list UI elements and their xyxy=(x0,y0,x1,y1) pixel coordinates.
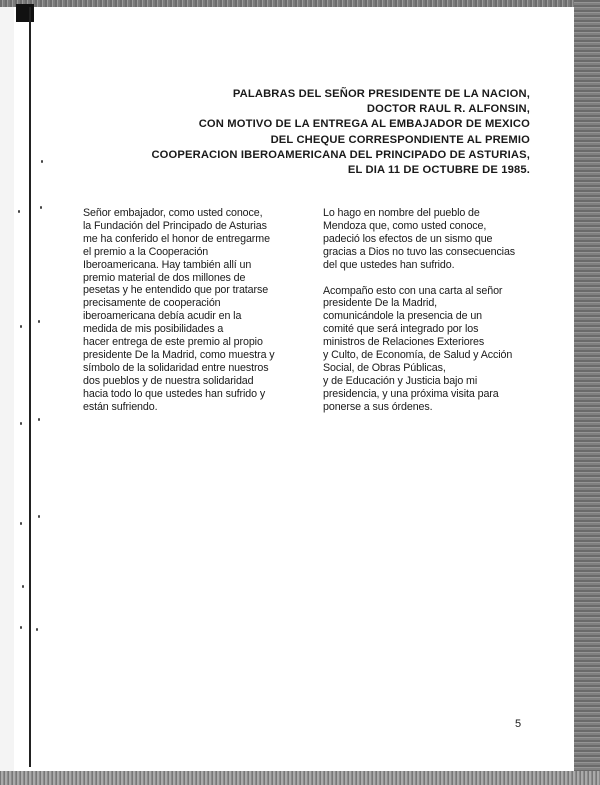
paragraph-spacer xyxy=(323,272,563,285)
title-line: EL DIA 11 DE OCTUBRE DE 1985. xyxy=(347,164,530,177)
paragraph xyxy=(83,207,313,414)
scan-speck xyxy=(22,585,24,588)
text-line: Acompaño esto con una carta al señor xyxy=(323,284,503,297)
text-line: ministros de Relaciones Exteriores xyxy=(323,336,485,349)
text-line: Iberoamericana. Hay también allí un xyxy=(83,258,252,271)
title-line: COOPERACION IBEROAMERICANA DEL PRINCIPADO DE ASTURIAS, xyxy=(151,148,530,161)
left-column xyxy=(83,207,313,414)
title-line: CON MOTIVO DE LA ENTREGA AL EMBAJADOR DE MEXICO xyxy=(198,118,530,131)
text-line: presidente De la Madrid, xyxy=(323,297,438,310)
text-line: la Fundación del Principado de Asturias xyxy=(83,219,267,232)
text-line: el premio a la Cooperación xyxy=(83,245,209,258)
page-edge-line xyxy=(29,7,31,767)
text-line: Mendoza que, como usted conoce, xyxy=(323,219,487,232)
text-line: y Culto, de Economía, de Salud y Acción xyxy=(323,349,513,362)
scan-speck xyxy=(20,325,22,328)
text-line: ponerse a sus órdenes. xyxy=(323,400,433,413)
scan-speck xyxy=(36,628,38,631)
text-line: Social, de Obras Públicas, xyxy=(323,361,446,374)
scan-border-bottom xyxy=(0,771,600,785)
paragraph xyxy=(323,207,563,272)
scan-speck xyxy=(20,422,22,425)
text-line: iberoamericana debía acudir en la xyxy=(83,310,242,323)
scan-border-top xyxy=(0,0,600,7)
text-line: padeció los efectos de un sismo que xyxy=(323,232,493,245)
text-line: hacia todo lo que ustedes han sufrido y xyxy=(83,387,266,400)
text-line: dos pueblos y de nuestra solidaridad xyxy=(83,374,254,387)
title-line: PALABRAS DEL SEÑOR PRESIDENTE DE LA NACION, xyxy=(232,88,530,100)
text-line: y de Educación y Justicia bajo mi xyxy=(323,374,478,387)
scan-speck xyxy=(38,320,40,323)
scan-speck xyxy=(40,206,42,209)
text-line: gracias a Dios no tuvo las consecuencias xyxy=(323,245,516,258)
page-number: 5 xyxy=(515,718,522,730)
text-line: del que ustedes han sufrido. xyxy=(323,258,455,271)
scan-border-right xyxy=(574,0,600,785)
scan-speck xyxy=(20,626,22,629)
text-line: Lo hago en nombre del pueblo de xyxy=(323,207,480,219)
scan-margin-left xyxy=(0,0,14,785)
scan-speck xyxy=(38,418,40,421)
title-line: DEL CHEQUE CORRESPONDIENTE AL PREMIO xyxy=(270,133,530,146)
scan-speck xyxy=(38,515,40,518)
scan-speck xyxy=(20,522,22,525)
text-line: pesetas y he entendido que por tratarse xyxy=(83,284,269,297)
text-line: me ha conferido el honor de entregarme xyxy=(83,232,270,245)
text-line: Señor embajador, como usted conoce, xyxy=(83,207,263,219)
document-title xyxy=(120,87,530,178)
scan-speck xyxy=(41,160,43,163)
title-line: DOCTOR RAUL R. ALFONSIN, xyxy=(366,103,530,116)
text-line: símbolo de la solidaridad entre nuestros xyxy=(83,361,269,374)
text-line: comité que será integrado por los xyxy=(323,323,479,336)
page-corner-mark xyxy=(16,4,34,22)
text-line: comunicándole la presencia de un xyxy=(323,310,483,323)
scan-speck xyxy=(18,210,20,213)
text-line: están sufriendo. xyxy=(83,400,158,413)
text-line: precisamente de cooperación xyxy=(83,297,221,310)
text-line: medida de mis posibilidades a xyxy=(83,323,224,336)
text-line: hacer entrega de este premio al propio xyxy=(83,336,263,349)
text-line: presidencia, y una próxima visita para xyxy=(323,387,499,400)
paragraph xyxy=(323,285,563,414)
text-line: premio material de dos millones de xyxy=(83,271,246,284)
right-column xyxy=(323,207,563,414)
text-line: presidente De la Madrid, como muestra y xyxy=(83,348,275,361)
